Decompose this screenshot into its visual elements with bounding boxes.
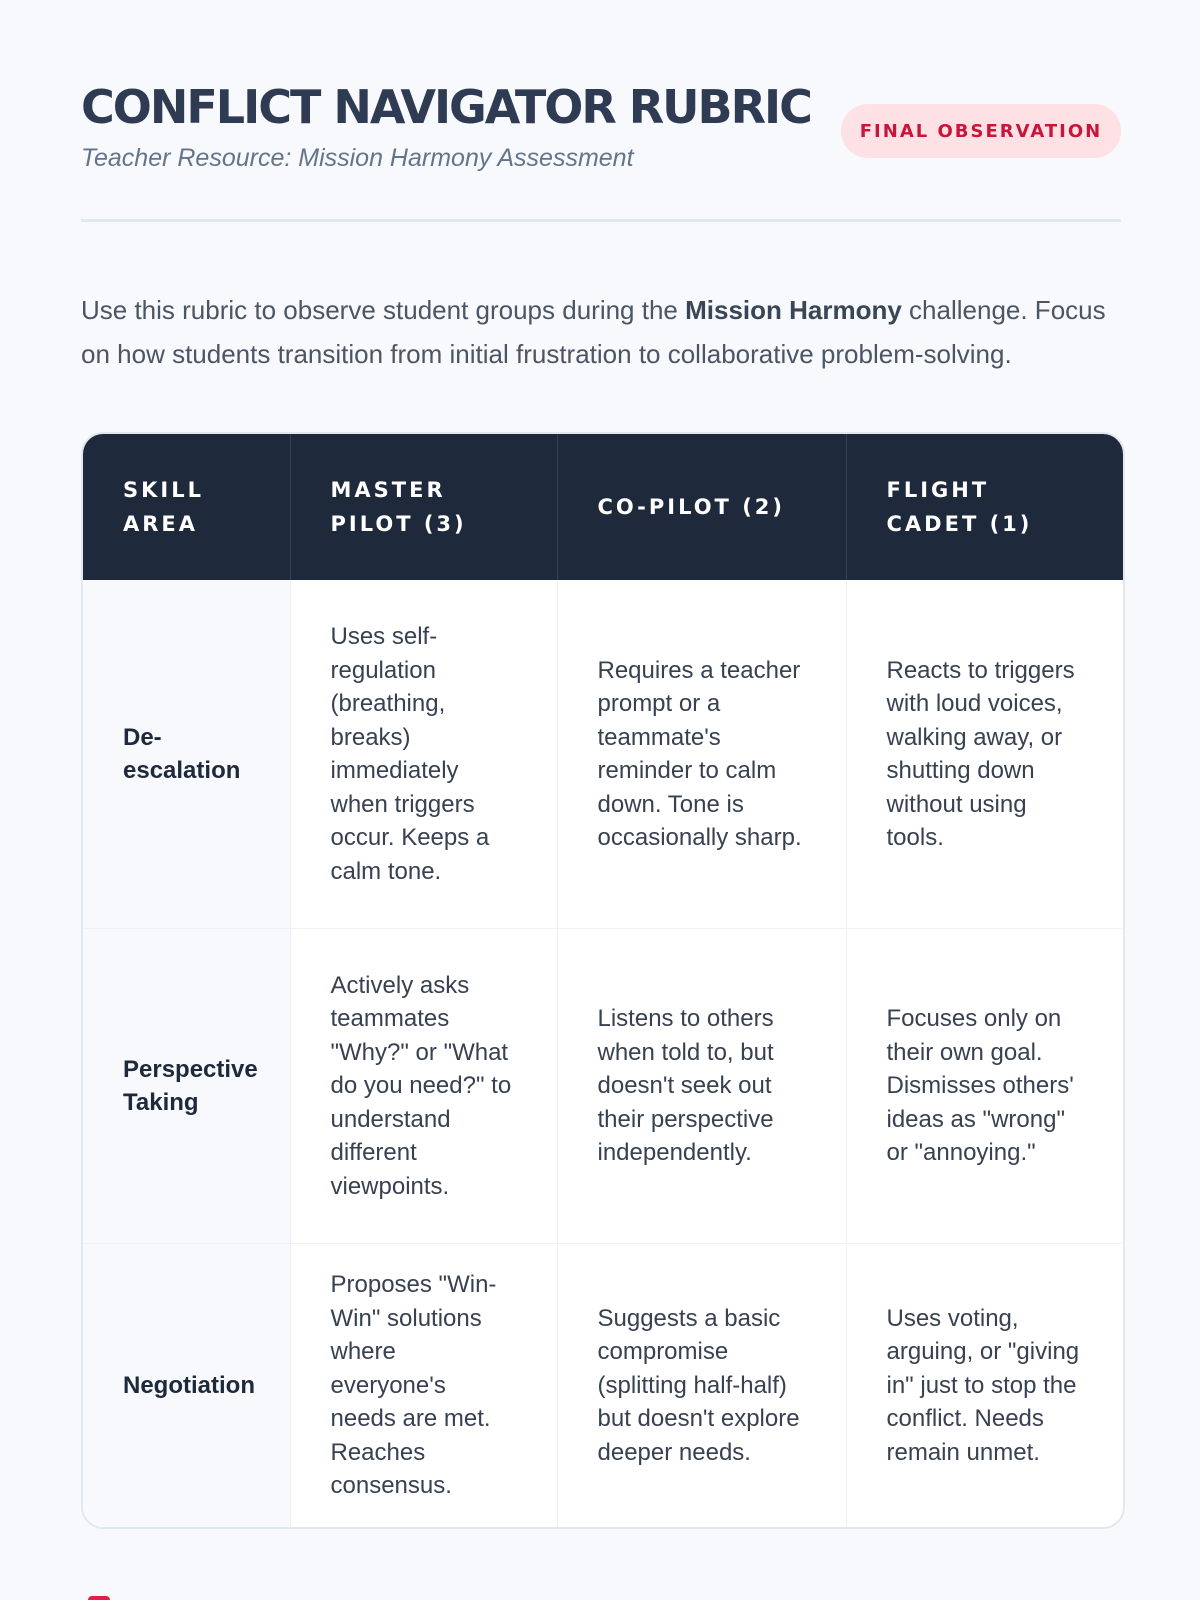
skill-area-cell: Perspective Taking [83, 929, 290, 1244]
column-header-skill-area: SKILL AREA [83, 434, 290, 580]
rubric-page [81, 0, 1121, 1500]
page-subtitle: Teacher Resource: Mission Harmony Assessment [81, 144, 634, 172]
skill-area-cell: De-escalation [83, 580, 290, 929]
table-row [83, 580, 1123, 929]
status-badge: FINAL OBSERVATION [841, 104, 1121, 158]
co-pilot-cell: Listens to others when told to, but doesn't seek out their perspective independently. [557, 929, 846, 1244]
column-header-co-pilot: CO-PILOT (2) [557, 434, 846, 580]
skill-area-cell: Negotiation [83, 1244, 290, 1528]
co-pilot-cell: Suggests a basic compromise (splitting half-half) but doesn't explore deeper needs. [557, 1244, 846, 1528]
table-header-row [83, 434, 1123, 580]
master-pilot-cell: Proposes "Win-Win" solutions where everyone's needs are met. Reaches consensus. [290, 1244, 557, 1528]
intro-text-before: Use this rubric to observe student groups during the [81, 295, 686, 325]
column-header-flight-cadet: FLIGHT CADET (1) [846, 434, 1123, 580]
footer-accent-mark [88, 1596, 110, 1600]
flight-cadet-cell: Uses voting, arguing, or "giving in" just to stop the conflict. Needs remain unmet. [886, 1304, 1080, 1466]
master-pilot-cell: Actively asks teammates "Why?" or "What do you need?" to understand different viewpoints. [290, 929, 557, 1244]
column-header-master-pilot: MASTER PILOT (3) [290, 434, 557, 580]
co-pilot-cell: Requires a teacher prompt or a teammate's reminder to calm down. Tone is occasionally sharp. [557, 580, 846, 929]
intro-emphasis: Mission Harmony [685, 295, 902, 325]
intro-text-after: challenge. Focus on how students transition from initial frustration to collaborative problem-solving. [81, 295, 1106, 369]
rubric-table [83, 434, 1123, 1527]
rubric-table-card [81, 432, 1125, 1529]
flight-cadet-cell: Reacts to triggers with loud voices, walking away, or shutting down without using tools. [846, 580, 1123, 929]
master-pilot-cell: Uses self-regulation (breathing, breaks) immediately when triggers occur. Keeps a calm tone. [290, 580, 557, 929]
intro-paragraph [81, 288, 1121, 376]
page-title: CONFLICT NAVIGATOR RUBRIC [81, 80, 811, 134]
table-row [83, 1244, 1123, 1528]
page-header [81, 0, 1121, 222]
table-row [83, 929, 1123, 1244]
flight-cadet-cell: Focuses only on their own goal. Dismisses others' ideas as "wrong" or "annoying." [846, 929, 1123, 1244]
